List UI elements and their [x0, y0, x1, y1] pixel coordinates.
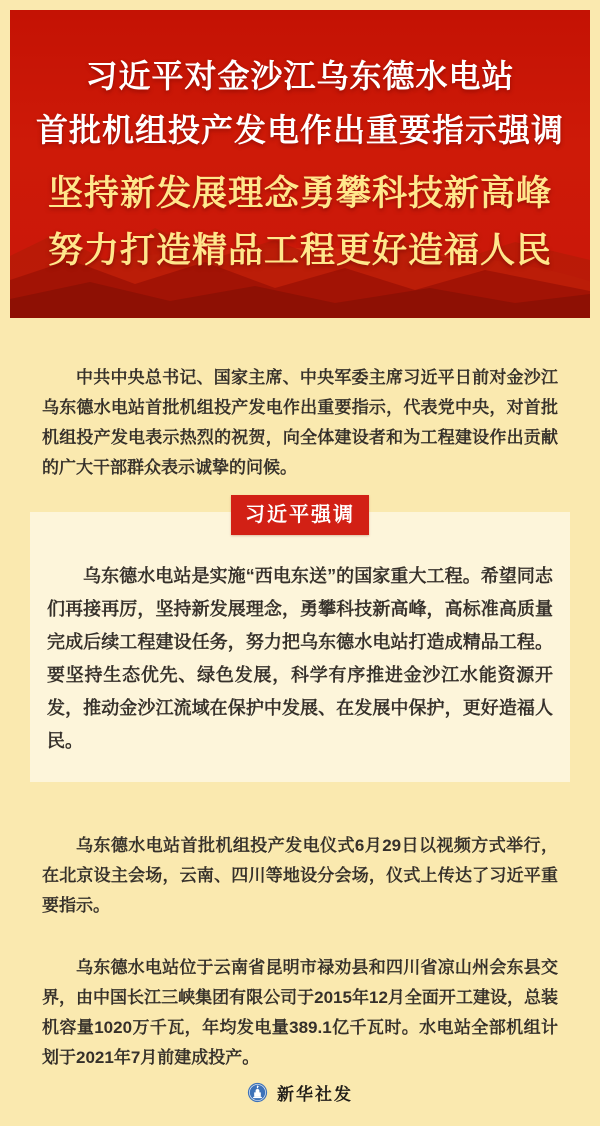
- footer-credit-text: 新华社发: [277, 1084, 353, 1104]
- banner-title-line2: 首批机组投产发电作出重要指示强调: [35, 112, 564, 148]
- xinhua-logo-icon: [247, 1082, 268, 1103]
- quote-box: [30, 512, 570, 782]
- body-paragraph-project-facts: 乌东德水电站位于云南省昆明市禄劝县和四川省凉山州会东县交界，由中国长江三峡集团有限公司于2015年12月全面开工建设，总装机容量1020万千瓦，年均发电量389.1亿千瓦时。水电站全部机组计划于2021年7月前建成投产。: [42, 958, 558, 1067]
- quote-badge: 习近平强调: [231, 495, 369, 535]
- headline-banner: [10, 10, 590, 318]
- intro-paragraph: 中共中央总书记、国家主席、中央军委主席习近平日前对金沙江乌东德水电站首批机组投产发电作出重要指示，代表党中央，对首批机组投产发电表示热烈的祝贺，向全体建设者和为工程建设作出贡献的广大干部群众表示诚挚的问候。: [42, 368, 558, 477]
- banner-highlight-line2: 努力打造精品工程更好造福人民: [47, 231, 552, 270]
- quote-text: 乌东德水电站是实施“西电东送”的国家重大工程。希望同志们再接再厉，坚持新发展理念，勇攀科技新高峰，高标准高质量完成后续工程建设任务，努力把乌东德水电站打造成精品工程。要坚持生态优先、绿色发展，科学有序推进金沙江水能资源开发，推动金沙江流域在保护中发展、在发展中保护，更好造福人民。: [47, 566, 553, 751]
- footer-credit-row: [0, 1078, 600, 1106]
- banner-title-line1: 习近平对金沙江乌东德水电站: [85, 58, 515, 94]
- banner-highlight-line1: 坚持新发展理念勇攀科技新高峰: [47, 174, 552, 213]
- body-paragraph-ceremony: 乌东德水电站首批机组投产发电仪式6月29日以视频方式举行，在北京设主会场，云南、四川等地设分会场，仪式上传达了习近平重要指示。: [42, 836, 558, 915]
